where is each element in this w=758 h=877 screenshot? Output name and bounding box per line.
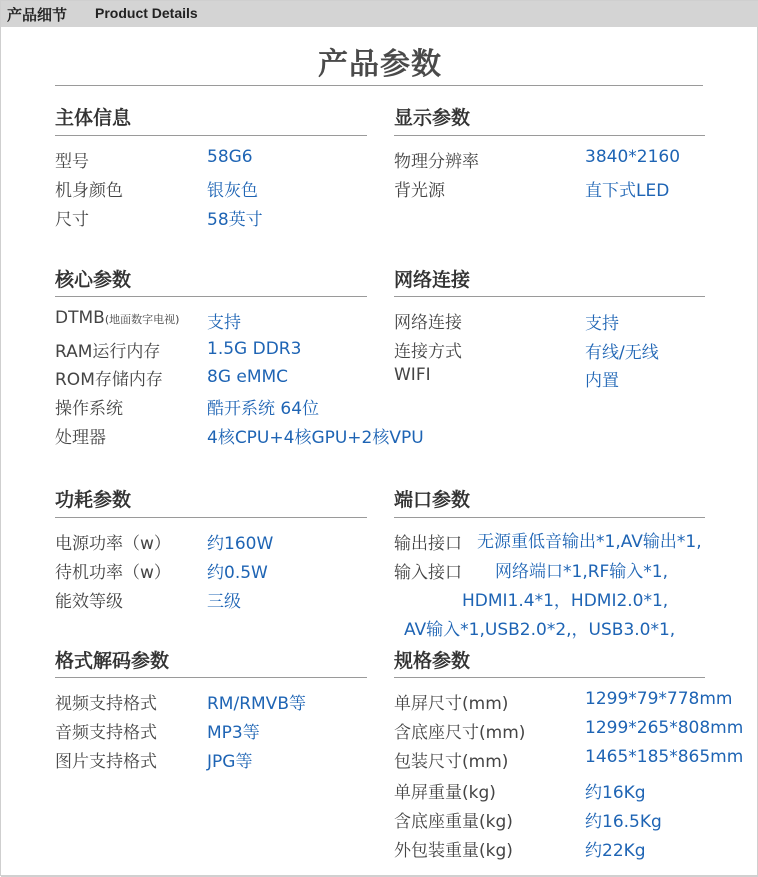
network-value-support: 支持 [585,314,619,334]
network-label-method: 连接方式 [394,342,462,362]
main-label-size: 尺寸 [55,210,89,230]
format-label-video: 视频支持格式 [55,694,157,714]
main-value-size: 58英寸 [207,210,263,230]
spec-value-stand-size: 1299*265*808mm [585,718,744,738]
core-label-rom: ROM存储内存 [55,370,163,390]
ports-value-input-line1: 网络端口*1,RF输入*1, [495,562,669,582]
power-value-standby: 约0.5W [207,563,268,583]
main-value-color: 银灰色 [207,181,258,201]
core-label-os: 操作系统 [55,399,123,419]
format-value-image: JPG等 [207,752,253,772]
section-title-spec: 规格参数 [394,650,471,672]
display-label-backlight: 背光源 [394,181,445,201]
section-divider-main [55,135,367,136]
spec-value-package-weight: 约22Kg [585,841,646,861]
core-label-dtmb [55,308,179,328]
section-title-ports: 端口参数 [394,489,471,511]
core-value-os: 酷开系统 64位 [207,399,320,419]
format-value-audio: MP3等 [207,723,260,743]
display-label-resolution: 物理分辨率 [394,152,479,172]
title-divider [55,85,703,86]
format-value-video: RM/RMVB等 [207,694,306,714]
spec-label-stand-weight: 含底座重量(kg) [394,812,513,832]
power-value-rated: 约160W [207,534,274,554]
section-divider-ports [394,517,705,518]
display-value-resolution: 3840*2160 [585,147,681,167]
spec-label-stand-size: 含底座尺寸(mm) [394,723,526,743]
core-value-ram: 1.5G DDR3 [207,339,302,359]
ports-value-input-line2: HDMI1.4*1，HDMI2.0*1, [462,591,669,611]
spec-label-package-weight: 外包装重量(kg) [394,841,513,861]
core-label-cpu: 处理器 [55,428,106,448]
section-divider-spec [394,677,705,678]
spec-label-package-size: 包装尺寸(mm) [394,752,509,772]
spec-value-stand-weight: 约16.5Kg [585,812,662,832]
header-title-cn: 产品细节 [7,6,68,24]
power-value-efficiency: 三级 [207,592,241,612]
network-value-wifi: 内置 [585,371,619,391]
page-title: 产品参数 [318,47,442,82]
header-bar [1,1,758,27]
core-value-cpu: 4核CPU+4核GPU+2核VPU [207,428,424,448]
section-title-main: 主体信息 [55,107,132,129]
main-value-model: 58G6 [207,147,253,167]
format-label-image: 图片支持格式 [55,752,157,772]
display-value-backlight: 直下式LED [585,181,670,201]
ports-value-input-line3: AV输入*1,USB2.0*2,，USB3.0*1, [404,620,676,640]
network-value-method: 有线/无线 [585,343,659,363]
section-title-format: 格式解码参数 [55,650,170,672]
network-label-wifi: WIFI [394,365,431,385]
core-value-dtmb: 支持 [207,313,241,333]
ports-value-output: 无源重低音输出*1,AV输出*1, [477,532,702,552]
spec-label-screen-weight: 单屏重量(kg) [394,783,496,803]
section-divider-display [394,135,705,136]
ports-label-input: 输入接口 [394,563,462,583]
main-label-color: 机身颜色 [55,181,123,201]
section-title-network: 网络连接 [394,269,471,291]
main-label-model: 型号 [55,152,89,172]
spec-label-screen-size: 单屏尺寸(mm) [394,694,509,714]
core-label-dtmb-note: (地面数字电视) [104,313,180,326]
section-divider-core [55,296,367,297]
section-divider-power [55,517,367,518]
format-label-audio: 音频支持格式 [55,723,157,743]
ports-label-output: 输出接口 [394,534,462,554]
header-title-en: Product Details [95,5,198,21]
network-label-support: 网络连接 [394,313,462,333]
section-title-display: 显示参数 [394,107,471,129]
core-label-dtmb-main: DTMB [55,308,105,328]
section-divider-format [55,677,367,678]
spec-value-package-size: 1465*185*865mm [585,747,744,767]
power-label-rated: 电源功率（w） [55,534,171,554]
power-label-standby: 待机功率（w） [55,563,171,583]
core-value-rom: 8G eMMC [207,367,289,387]
spec-value-screen-weight: 约16Kg [585,783,646,803]
section-title-power: 功耗参数 [55,489,132,511]
section-divider-network [394,296,705,297]
section-title-core: 核心参数 [55,269,132,291]
power-label-efficiency: 能效等级 [55,592,123,612]
spec-value-screen-size: 1299*79*778mm [585,689,733,709]
core-label-ram: RAM运行内存 [55,342,161,362]
